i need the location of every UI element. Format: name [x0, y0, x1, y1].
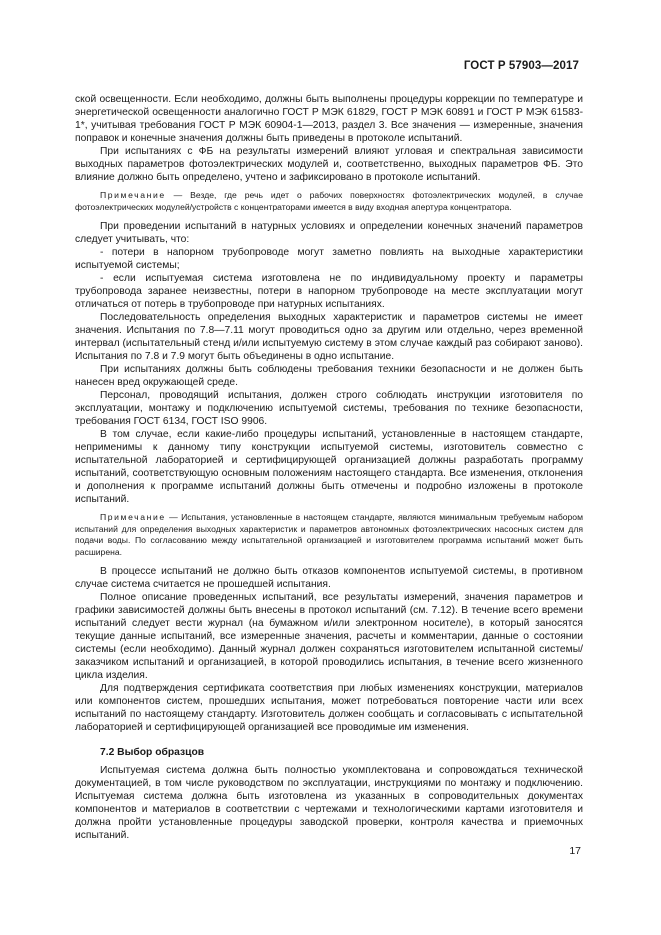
list-item: - потери в напорном трубопроводе могут заметно повлиять на выходные характеристики испытуемой системы;	[75, 247, 583, 271]
paragraph: Для подтверждения сертификата соответствия при любых изменениях конструкции, материалов или компонентов систем, прошедших испытания, может потребоваться повторение части или всех испытаний по настоящему стандарту. Изготовитель должен сообщать и согласовывать с испытательной лабораторией и сертифицирующей организацией все проводимые им изменения.	[75, 683, 583, 733]
paragraph: При проведении испытаний в натурных условиях и определении конечных значений параметров следует учитывать, что:	[75, 221, 583, 245]
list-item: - если испытуемая система изготовлена не по индивидуальному проекту и параметры трубопровода заранее неизвестны, потери в напорном трубопроводе на месте эксплуатации могут отличаться от потерь в трубопроводе при натурных испытаниях.	[75, 273, 583, 310]
note	[75, 190, 583, 213]
note-label: Примечание	[100, 190, 166, 200]
note-text: — Испытания, установленные в настоящем стандарте, являются минимальным требуемым набором испытаний для определения выходных характеристик и параметров автономных фотоэлектрических насосных систем для подачи воды. По согласованию между испытательной организацией и изготовителем программа испытаний может быть расширена.	[75, 512, 583, 557]
paragraph: При испытаниях с ФБ на результаты измерений влияют угловая и спектральная зависимости выходных параметров фотоэлектрических модулей и, соответственно, выходных параметров ФБ. Это влияние должно быть определено, учтено и зафиксировано в протоколе испытаний.	[75, 146, 583, 183]
document-code-header: ГОСТ Р 57903—2017	[463, 60, 579, 72]
paragraph: В том случае, если какие-либо процедуры испытаний, установленные в настоящем стандарте, неприменимы к данному типу конструкции испытуемой системы, изготовитель совместно с испытательной лабораторией и сертифицирующей организацией должны разработать программу испытаний, соответствующую основным положениям настоящего стандарта. Все изменения, отклонения и дополнения к программе испытаний должны быть отмечены и подробно изложены в протоколе испытаний.	[75, 429, 583, 505]
paragraph: Последовательность определения выходных характеристик и параметров системы не имеет значения. Испытания по 7.8—7.11 могут проводиться одно за другим или отдельно, через временной интервал (испытательный стенд и/или испытуемую систему в этом случае каждый раз собирают заново). Испытания по 7.8 и 7.9 могут быть объединены в одно испытание.	[75, 312, 583, 362]
note	[75, 512, 583, 558]
paragraph: ской освещенности. Если необходимо, должны быть выполнены процедуры коррекции по температуре и энергетической освещенности аналогично ГОСТ Р МЭК 61829, ГОСТ Р МЭК 60891 и ГОСТ Р МЭК 61583-1*, учитывая требования ГОСТ Р МЭК 60904-1—2013, раздел 3. Все значения — измеренные, значения поправок и конечные значения должны быть приведены в протоколе испытаний.	[75, 94, 583, 144]
page-number: 17	[569, 845, 581, 857]
document-body	[75, 93, 583, 842]
paragraph: Полное описание проведенных испытаний, все результаты измерений, значения параметров и графики зависимостей должны быть внесены в протокол испытаний (см. 7.12). В течение всего времени испытаний следует вести журнал (на бумажном и/или электронном носителе), в который заносятся текущие данные испытаний, все измеренные значения, расчеты и комментарии, данные о состоянии системы (если необходимо). Данный журнал должен сохраняться изготовителем испытанной системы/заказчиком испытаний и организацией, в которой проводились испытания, в течение всего жизненного цикла изделия.	[75, 592, 583, 681]
paragraph: Испытуемая система должна быть полностью укомплектована и сопровождаться технической документацией, в том числе руководством по эксплуатации, инструкциями по монтажу и подключению. Испытуемая система должна быть изготовлена из указанных в сопроводительных документах компонентов и материалов в соответствии с чертежами и технологическими картами изготовителя и должна пройти установленные процедуры заводской проверки, контроля качества и приемочных испытаний.	[75, 765, 583, 841]
note-label: Примечание	[100, 512, 166, 522]
note-text: — Везде, где речь идет о рабочих поверхностях фотоэлектрических модулей, в случае фотоэлектрических модулей/устройств с концентраторами имеется в виду входная апертура концентратора.	[75, 190, 583, 212]
paragraph: При испытаниях должны быть соблюдены требования техники безопасности и не должен быть нанесен вред окружающей среде.	[75, 364, 583, 388]
paragraph: В процессе испытаний не должно быть отказов компонентов испытуемой системы, в противном случае система считается не прошедшей испытания.	[75, 566, 583, 590]
paragraph: Персонал, проводящий испытания, должен строго соблюдать инструкции изготовителя по эксплуатации, монтажу и подключению испытуемой системы, требования по технике безопасности, требования ГОСТ 6134, ГОСТ ISO 9906.	[75, 390, 583, 427]
section-heading: 7.2 Выбор образцов	[100, 747, 205, 758]
